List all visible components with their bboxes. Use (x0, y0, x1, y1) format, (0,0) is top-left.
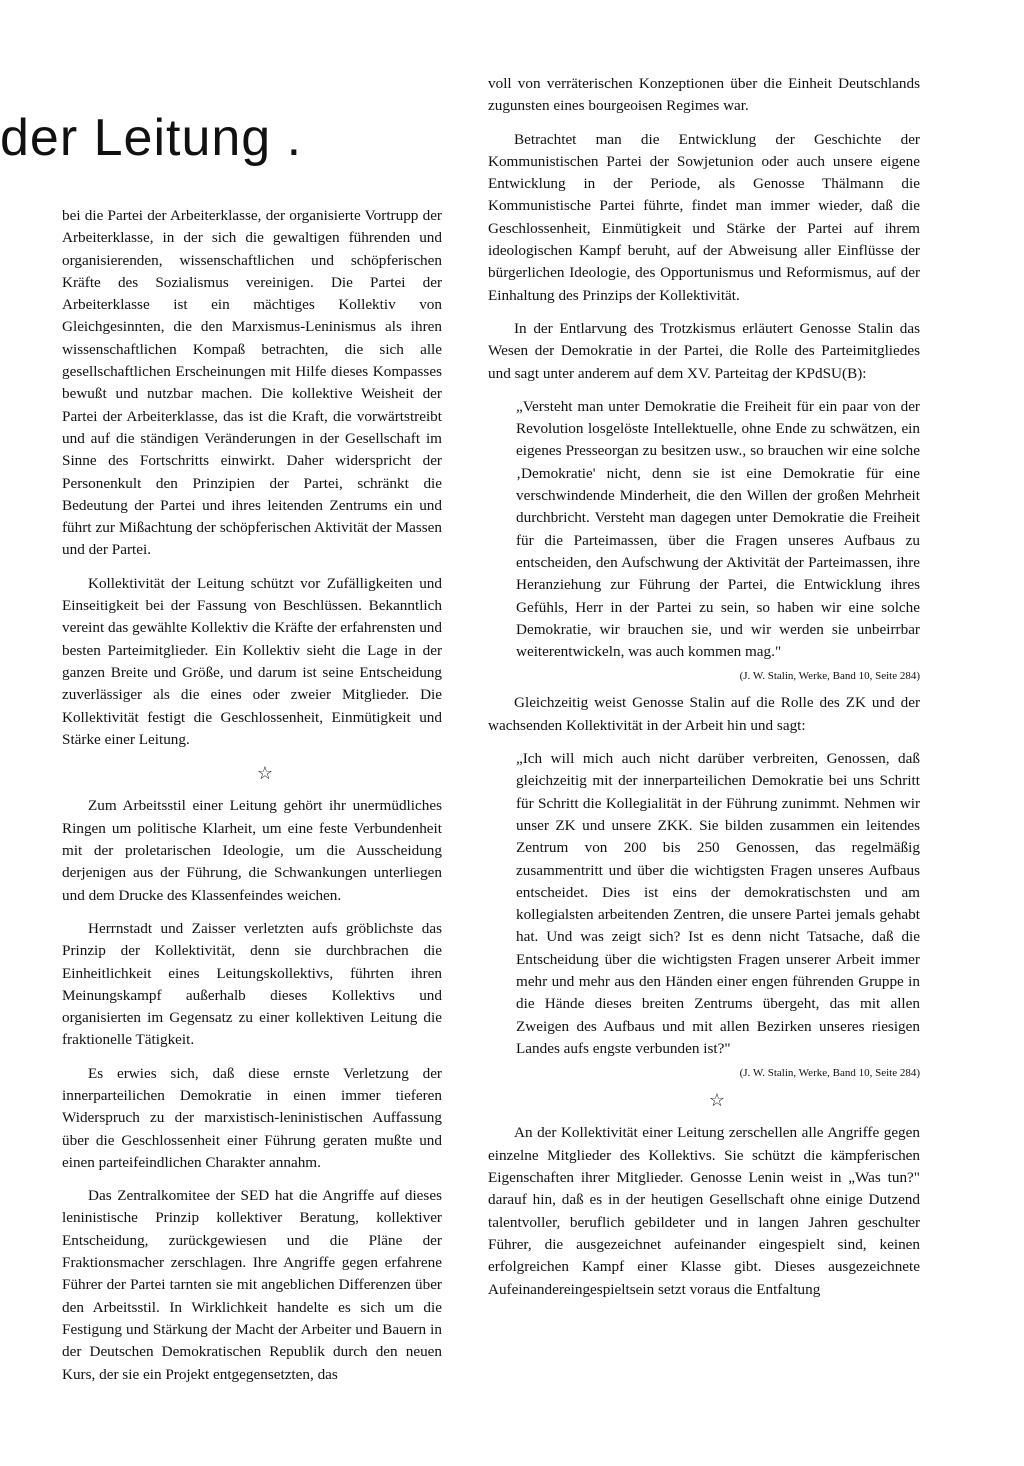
page-title (0, 108, 302, 168)
body-paragraph: Herrnstadt und Zaisser verletzten aufs gröblichste das Prinzip der Kollektivität, denn sie durchbrachen die Einheitlichkeit eines Leitungskollektivs, führten ihren Meinungskampf außerhalb dieses Kollektivs und organisierten im Gegensatz zu einer kollektiven Leitung die fraktionelle Tätigkeit. (62, 919, 442, 1049)
section-separator-star-icon: ☆ (256, 763, 274, 784)
body-paragraph: Das Zentralkomitee der SED hat die Angriffe auf dieses leninistische Prinzip kollektiver Beratung, kollektiver Entscheidung, zurückgewiesen und die Pläne der Fraktionsmacher zerschlagen. Ihre Angriffe gegen erfahrene Führer der Partei tarnten sie mit angeblichen Differenzen über den Arbeitsstil. In Wirklichkeit handelte es sich um die Festigung und Stärkung der Macht der Arbeiter und Bauern in der Deutschen Demokratischen Republik durch den neuen Kurs, der sie ein Projekt entgegensetzten, das (62, 1187, 442, 1383)
left-column (62, 205, 442, 1397)
quotation-paragraph: „Versteht man unter Demokratie die Freiheit für ein paar von der Revolution losgelöste Intellektuelle, ohne Ende zu schwätzen, ein eigenes Presseorgan zu besitzen usw., so brauchen wir eine solche ‚Demokratie' nicht, denn sie ist eine Demokratie für eine verschwindende Minderheit, die den Willen der großen Mehrheit durchbricht. Versteht man dagegen unter Demokratie die Freiheit für die Parteimassen, über die Fragen unseres Aufbaus zu entscheiden, den Aufschwung der Aktivität der Parteimassen, ihre Heranziehung zur Führung der Partei, die Entwicklung ihres Gefühls, Herr in der Partei zu sein, so haben wir eine solche Demokratie, wir brauchen sie, und wir werden sie unbeirrbar weiterentwickeln, was auch kommen mag." (516, 397, 920, 661)
body-paragraph: Es erwies sich, daß diese ernste Verletzung der innerparteilichen Demokratie in einen immer tieferen Widerspruch zu der marxistisch-leninistischen Auffassung über die Geschlossenheit einer Führung geraten mußte und einen parteifeindlichen Charakter annahm. (62, 1064, 442, 1171)
quotation-paragraph: „Ich will mich auch nicht darüber verbreiten, Genossen, daß gleichzeitig mit der innerparteilichen Demokratie bei uns Schritt für Schritt die Kollegialität in der Führung zunimmt. Nehmen wir unser ZK und unsere ZKK. Sie bilden zusammen ein leitendes Zentrum von 200 bis 250 Genossen, das regelmäßig zusammentritt und über die wichtigsten Fragen unseres Aufbaus entscheidet. Dies ist eins der demokratischsten und am kollegialsten arbeitenden Zentren, die unsere Partei jemals gehabt hat. Und was zeigt sich? Ist es denn nicht Tatsache, daß die Entscheidung über die wichtigsten Fragen unserer Arbeit immer mehr und mehr aus den Händen einer engen führenden Gruppe in die Hände dieses breiten Zentrums übergeht, das mit allen Zweigen des Aufbaus und mit allen Bezirken unseres riesigen Landes aufs engste verbunden ist?" (516, 750, 920, 1057)
body-paragraph: Betrachtet man die Entwicklung der Geschichte der Kommunistischen Partei der Sowjetunion oder auch unsere eigene Entwicklung in der Periode, als Genosse Thälmann die Kommunistische Partei führte, findet man immer wieder, daß die Geschlossenheit, Einmütigkeit und Stärke der Partei auf ihrem ideologischen Kampf beruht, auf der Abweisung aller Einflüsse der bürgerlichen Ideologie, des Opportunismus und Reformismus, auf der Einhaltung des Prinzips der Kollektivität. (488, 130, 920, 304)
body-paragraph: An der Kollektivität einer Leitung zerschellen alle Angriffe gegen einzelne Mitglieder des Kollektivs. Sie schützt die kämpferischen Eigenschaften ihrer Mitglieder. Genosse Lenin weist in „Was tun?" darauf hin, daß es in der heutigen Gesellschaft ohne einige Dutzend talentvoller, beruflich gebildeter und in langen Jahren geschulter Führer, die ausgezeichnet aufeinander eingespielt sind, keinen erfolgreichen Kampf einer Klasse gibt. Dieses ausgezeichnete Aufeinandereingespieltsein setzt voraus die Entfaltung (488, 1124, 920, 1298)
body-paragraph: bei die Partei der Arbeiterklasse, der organisierte Vortrupp der Arbeiterklasse, in der sich die gewaltigen führenden und organisierenden, wissenschaftlichen und schöpferischen Kräfte des Sozialismus vereinigen. Die Partei der Arbeiterklasse ist ein mächtiges Kollektiv von Gleichgesinnten, die den Marxismus-Leninismus als ihren wissenschaftlichen Kompaß betrachten, die sich alle gesellschaftlichen Erscheinungen mit Hilfe dieses Kompasses bewußt und nutzbar machen. Die kollektive Weisheit der Partei der Arbeiterklasse, das ist die Kraft, die vorwärtstreibt und auf die ständigen Veränderungen in der Gesellschaft im Sinne des Fortschritts einwirkt. Daher widerspricht der Personenkult den Prinzipien der Partei, schränkt die Bedeutung der Partei und ihres leitenden Zentrums ein und führt zur Mißachtung der schöpferischen Aktivität der Massen und der Partei. (62, 207, 442, 559)
body-paragraph: In der Entlarvung des Trotzkismus erläutert Genosse Stalin das Wesen der Demokratie in der Partei, die Rolle des Parteimitgliedes und sagt unter anderem auf dem XV. Parteitag der KPdSU(B): (488, 319, 920, 382)
title-text: der Leitung (0, 109, 272, 167)
section-separator-star-icon: ☆ (708, 1090, 726, 1111)
body-paragraph: Gleichzeitig weist Genosse Stalin auf die Rolle des ZK und der wachsenden Kollektivität in der Arbeit hin und sagt: (488, 694, 920, 734)
body-paragraph: voll von verräterischen Konzeptionen über die Einheit Deutschlands zugunsten eines bourgeoisen Regimes war. (488, 75, 920, 115)
right-column (488, 73, 920, 1312)
citation: (J. W. Stalin, Werke, Band 10, Seite 284) (739, 1067, 920, 1080)
body-paragraph: Zum Arbeitsstil einer Leitung gehört ihr unermüdliches Ringen um politische Klarheit, um eine feste Verbundenheit mit der proletarischen Ideologie, um die Ausscheidung derjenigen aus der Führung, die Schwankungen unterliegen und dem Drucke des Klassenfeindes weichen. (62, 797, 442, 904)
citation: (J. W. Stalin, Werke, Band 10, Seite 284) (739, 670, 920, 683)
title-dot: . (286, 109, 303, 167)
body-paragraph: Kollektivität der Leitung schützt vor Zufälligkeiten und Einseitigkeit bei der Fassung von Beschlüssen. Bekanntlich vereint das gewählte Kollektiv die Kräfte der erfahrensten und besten Parteimitglieder. Ein Kollektiv sieht die Lage in der ganzen Breite und Größe, und darum ist seine Entscheidung zuverlässiger als die eines oder zweier Mitglieder. Die Kollektivität festigt die Geschlossenheit, Einmütigkeit und Stärke einer Leitung. (62, 574, 442, 748)
